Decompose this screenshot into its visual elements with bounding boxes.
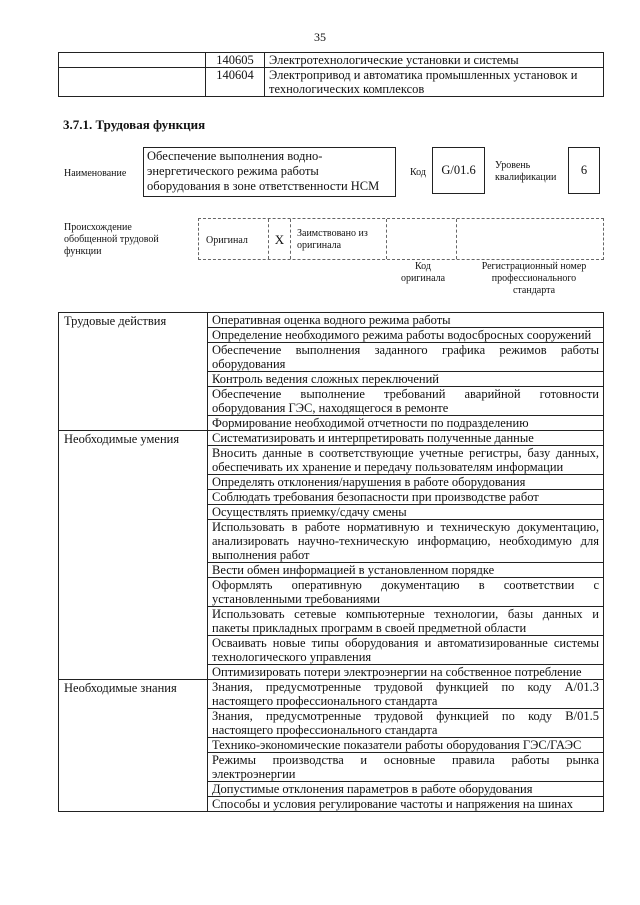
table-cell: Формирование необходимой отчетности по подразделению <box>208 416 604 431</box>
page-number: 35 <box>314 30 326 44</box>
table-cell: Оформлять оперативную документацию в соответствии с установленными требованиями <box>208 578 604 607</box>
table-cell: Обеспечение выполнение требований аварийной готовности оборудования ГЭС, находящегося в ремонте <box>208 387 604 416</box>
table-cell: Знания, предусмотренные трудовой функцией по коду В/01.5 настоящего профессионального стандарта <box>208 709 604 738</box>
table-cell <box>59 68 206 97</box>
name-label: Наименование <box>64 168 127 179</box>
table-cell: Режимы производства и основные правила работы рынка электроэнергии <box>208 753 604 782</box>
function-name-box: Обеспечение выполнения водно-энергетического режима работы оборудования в зоне ответственности НСМ <box>143 147 396 197</box>
origin-box <box>198 218 604 260</box>
function-details-table <box>58 312 604 812</box>
table-cell: Оперативная оценка водного режима работы <box>208 313 604 328</box>
table-cell: Оптимизировать потери электроэнергии на собственное потребление <box>208 665 604 680</box>
table-cell: Использовать в работе нормативную и техническую документацию, анализировать научно-техническую информацию, необходимую для выполнения работ <box>208 520 604 563</box>
level-label: Уровень квалификации <box>495 160 557 183</box>
code-cell <box>387 219 457 259</box>
table-cell: Знания, предусмотренные трудовой функцией по коду А/01.3 настоящего профессионального стандарта <box>208 680 604 709</box>
specialty-code-table <box>58 52 604 97</box>
table-cell: Осваивать новые типы оборудования и автоматизированные системы технологического управления <box>208 636 604 665</box>
reg-caption: Регистрационный номер профессионального стандарта <box>481 261 587 296</box>
specialty-name: Электротехнологические установки и системы <box>265 53 604 68</box>
table-cell: Способы и условия регулирование частоты и напряжения на шинах <box>208 797 604 812</box>
original-label: Оригинал <box>199 219 269 259</box>
table-cell: Определение необходимого режима работы водосбросных сооружений <box>208 328 604 343</box>
table-cell: Определять отклонения/нарушения в работе оборудования <box>208 475 604 490</box>
table-cell: Вести обмен информацией в установленном порядке <box>208 563 604 578</box>
table-cell <box>59 53 206 68</box>
table-cell: Допустимые отклонения параметров в работе оборудования <box>208 782 604 797</box>
table-row <box>59 431 604 446</box>
table-cell: Вносить данные в соответствующие учетные регистры, базу данных, обеспечивать их хранение и передачу пользователям информации <box>208 446 604 475</box>
table-cell: Контроль ведения сложных переключений <box>208 372 604 387</box>
table-cell: Осуществлять приемку/сдачу смены <box>208 505 604 520</box>
section-header: Необходимые знания <box>59 680 208 812</box>
specialty-code: 140605 <box>206 53 265 68</box>
table-row <box>59 53 604 68</box>
code-caption: Код оригинала <box>400 261 446 284</box>
table-row <box>59 313 604 328</box>
section-header: Необходимые умения <box>59 431 208 680</box>
specialty-code: 140604 <box>206 68 265 97</box>
table-cell: Обеспечение выполнения заданного графика режимов работы оборудования <box>208 343 604 372</box>
table-row <box>59 680 604 709</box>
section-header: Трудовые действия <box>59 313 208 431</box>
table-cell: Соблюдать требования безопасности при производстве работ <box>208 490 604 505</box>
function-code-box: G/01.6 <box>432 147 485 194</box>
original-mark: X <box>269 219 291 259</box>
specialty-name: Электропривод и автоматика промышленных установок и технологических комплексов <box>265 68 604 97</box>
borrowed-label: Заимствовано из оригинала <box>291 219 387 259</box>
section-title: 3.7.1. Трудовая функция <box>63 117 206 132</box>
table-cell: Использовать сетевые компьютерные технологии, базы данных и пакеты прикладных программ в своей предметной области <box>208 607 604 636</box>
reg-number-cell <box>457 219 603 259</box>
table-row <box>59 68 604 97</box>
code-label: Код <box>410 167 426 178</box>
table-cell: Технико-экономические показатели работы оборудования ГЭС/ГАЭС <box>208 738 604 753</box>
table-cell: Систематизировать и интерпретировать полученные данные <box>208 431 604 446</box>
origin-label: Происхождение обобщенной трудовой функции <box>64 222 159 257</box>
level-box: 6 <box>568 147 600 194</box>
